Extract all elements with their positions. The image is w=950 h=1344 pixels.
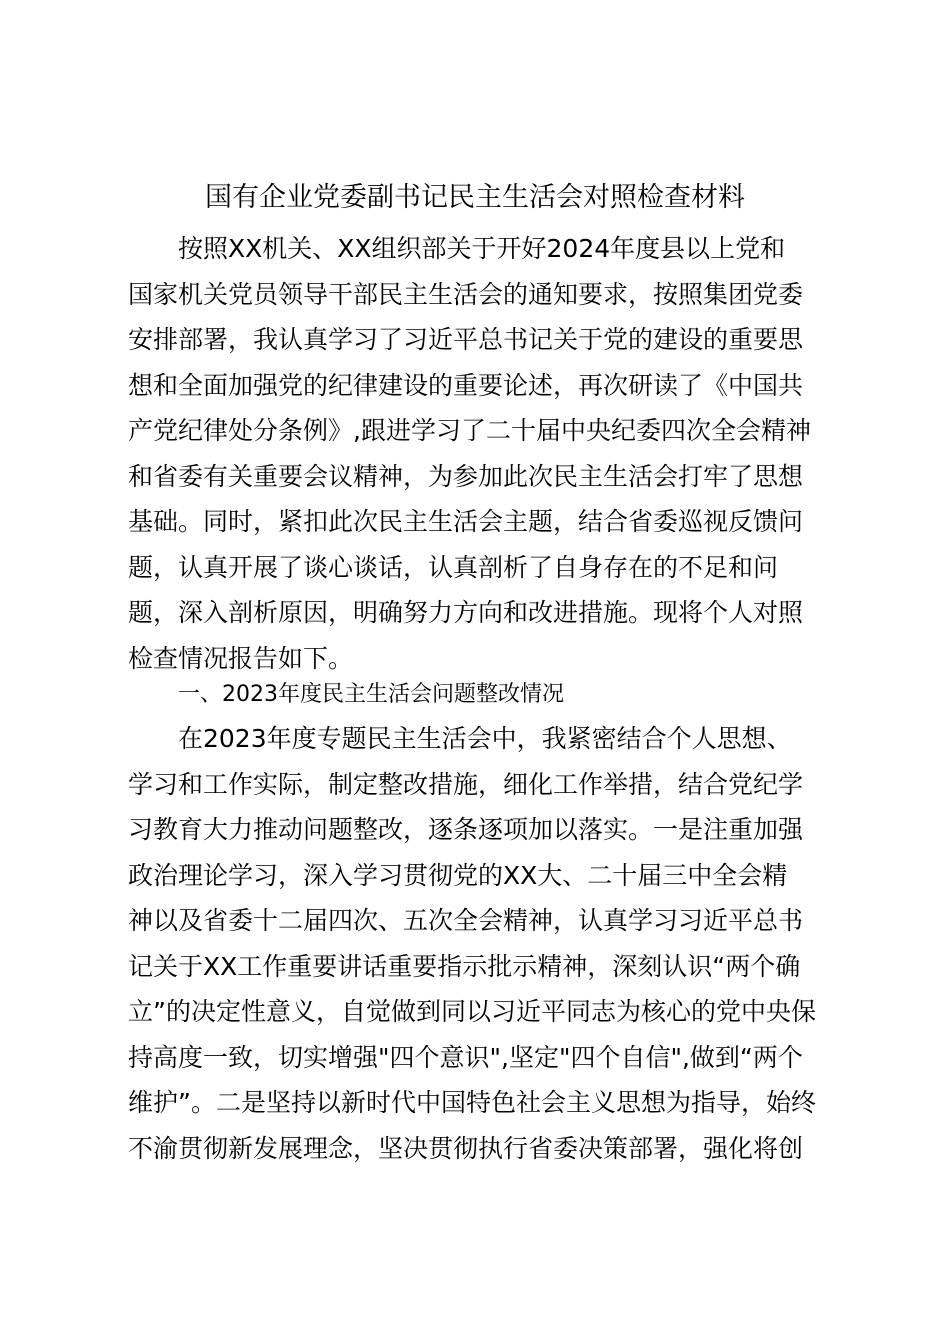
line-text: 按照XX机关、XX组织部关于开好2024年度县以上党和 xyxy=(178,234,786,263)
paragraph-line: 产党纪律处分条例》,跟进学习了二十届中央纪委四次全会精神 xyxy=(128,416,811,445)
paragraph-line: 习教育大力推动问题整改，逐条逐项加以落实。一是注重加强 xyxy=(128,815,804,844)
section-heading-text: 一、2023年度民主生活会问题整改情况 xyxy=(178,682,564,707)
paragraph-line: 维护”。二是坚持以新时代中国特色社会主义思想为指导，始终 xyxy=(128,1088,816,1117)
paragraph-line: 学习和工作实际，制定整改措施，细化工作举措，结合党纪学 xyxy=(128,769,804,799)
paragraph-line: 持高度一致，切实增强"四个意识",坚定"四个自信",做到“两个 xyxy=(128,1042,803,1072)
document-title: 国有企业党委副书记民主生活会对照检查材料 xyxy=(205,182,745,213)
rectification-paragraph xyxy=(128,716,832,1171)
paragraph-line xyxy=(128,716,832,762)
paragraph-line: 题，深入剖析原因，明确努力方向和改进措施。现将个人对照 xyxy=(128,598,804,627)
paragraph-line: 政治理论学习，深入学习贯彻党的XX大、二十届三中全会精 xyxy=(128,860,788,890)
paragraph-line: 神以及省委十二届四次、五次全会精神，认真学习习近平总书 xyxy=(128,906,804,935)
paragraph-line: 基础。同时，紧扣此次民主生活会主题，结合省委巡视反馈问 xyxy=(128,507,804,536)
paragraph-line: 安排部署，我认真学习了习近平总书记关于党的建设的重要思 xyxy=(128,325,804,354)
paragraph-line: 和省委有关重要会议精神，为参加此次民主生活会打牢了思想 xyxy=(128,461,804,491)
line-text: 在2023年度专题民主生活会中，我紧密结合个人思想、 xyxy=(178,724,792,753)
paragraph-line: 想和全面加强党的纪律建设的重要论述，再次研读了《中国共 xyxy=(128,370,804,400)
paragraph-line: 题，认真开展了谈心谈话，认真剖析了自身存在的不足和问 xyxy=(128,552,779,582)
intro-paragraph xyxy=(128,226,832,681)
paragraph-line xyxy=(128,226,832,272)
paragraph-line: 检查情况报告如下。 xyxy=(128,643,354,673)
paragraph-line: 记关于XX工作重要讲话重要指示批示精神，深刻认识“两个确 xyxy=(128,951,801,981)
paragraph-line: 国家机关党员领导干部民主生活会的通知要求，按照集团党委 xyxy=(128,279,804,309)
section-heading xyxy=(128,672,832,717)
paragraph-line: 不渝贯彻新发展理念，坚决贯彻执行省委决策部署，强化将创 xyxy=(128,1133,804,1163)
paragraph-line: 立”的决定性意义，自觉做到同以习近平同志为核心的党中央保 xyxy=(128,997,816,1026)
